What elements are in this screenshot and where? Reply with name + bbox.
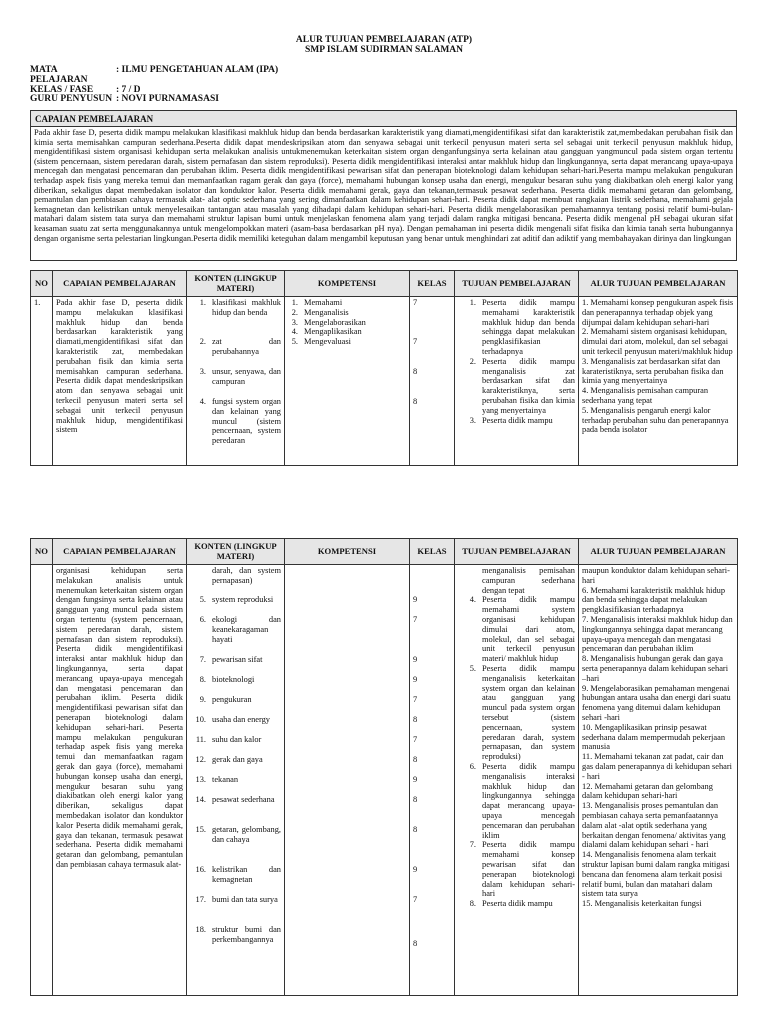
info-value: : ILMU PENGETAHUAN ALAM (IPA) <box>116 65 279 75</box>
kompetensi-item: 5. Mengevaluasi <box>291 337 351 347</box>
col-konten: KONTEN (LINGKUP MATERI) <box>187 271 285 297</box>
konten-item: 5. system reproduksi <box>199 595 274 604</box>
kelas-value: 9 <box>413 675 418 684</box>
cell-tujuan <box>455 297 579 466</box>
konten-item: 12. gerak dan gaya <box>195 755 263 764</box>
konten-item: 2. zat dan perubahannya <box>199 337 281 356</box>
document-title: ALUR TUJUAN PEMBELAJARAN (ATP) <box>295 35 473 45</box>
document-info <box>30 66 278 105</box>
tujuan-item: 5. Peserta didik mampu menganalisis keterkaitan system organ dan kelainan atau gangguan yang muncul pada system organ tersebut (sistem pencernaan, system peredaran darah, system pernapasan, dan system reproduksi) <box>469 663 575 762</box>
cell-kompetensi <box>285 565 410 996</box>
cell-kelas <box>410 565 455 996</box>
kelas-value: 7 <box>413 695 418 704</box>
kelas-value: 7 <box>413 615 418 624</box>
kelas-value: 8 <box>413 715 418 724</box>
col-kompetensi: KOMPETENSI <box>285 539 410 565</box>
cell-alur: maupun konduktor dalam kehidupan sehari-hari 6. Memahami karakteristik makhluk hidup dan benda sehingga dapat melakukan pengklasifikasian terhadapnya 7. Menganalisis interaksi makhluk hidup dan lingkungannya sehingga dapat merancang upaya-upaya mencegah dan mengatasi pencemaran dan perubahan iklim 8. Menganalisis hubungan gerak dan gaya serta penerapannya dalam kehidupan sehari –hari 9. Mengelaborasikan pemahaman mengenai hubungan antara usaha dan energi dari suatu fenomena yang ditemui dalam kehidupan sehari -hari 10. Mengaplikasikan prinsip pesawat sederhana dalam mempermudah pekerjaan manusia 11. Memahami tekanan zat padat, cair dan gas dalam penerapannya di kehidupan sehari - hari 12. Memahami getaran dan gelombang dalam kehidupan sehari-hari 13. Menganalisis proses pemantulan dan pembiasan cahaya serta pemanfaatannya dalam alat -alat optik sederhana yang berkaitan dengan fenomena/ aktivitas yang dialami dalam kehidupan sehari - hari 14. Menganalisis fenomena alam terkait struktur lapisan bumi dalam rangka mitigasi bencana dan fenomena alam terkait posisi relatif bumi, bulan dan matahari dalam sistem tata surya 15. Menganalisis keterkaitan fungsi <box>579 565 738 996</box>
col-kelas: KELAS <box>410 271 455 297</box>
capaian-pembelajaran-box <box>30 110 737 261</box>
info-value: : 7 / D <box>116 84 141 95</box>
atp-table-2 <box>30 538 738 996</box>
col-capaian: CAPAIAN PEMBELAJARAN <box>53 271 187 297</box>
konten-item: 9. pengukuran <box>199 695 252 704</box>
info-label: GURU PENYUSUN <box>30 94 113 105</box>
col-konten: KONTEN (LINGKUP MATERI) <box>187 539 285 565</box>
konten-item: 13. tekanan <box>195 775 239 784</box>
kelas-value: 7 <box>413 895 418 904</box>
kelas-value: 7 <box>413 735 418 744</box>
kelas-value: 9 <box>413 775 418 784</box>
konten-item: 15. getaran, gelombang, dan cahaya <box>195 825 281 844</box>
tujuan-item: 8. Peserta didik mampu <box>469 899 553 909</box>
col-kompetensi: KOMPETENSI <box>285 271 410 297</box>
kompetensi-item: 3. Mengelaborasikan <box>291 317 366 327</box>
row-number: 1. <box>31 297 53 466</box>
kompetensi-item: 2. Menganalisis <box>291 307 349 317</box>
cell-konten <box>187 565 285 996</box>
col-no: NO <box>31 271 53 297</box>
cell-konten <box>187 297 285 466</box>
kelas-value: 8 <box>413 367 418 376</box>
konten-item: 7. pewarisan sifat <box>199 655 263 664</box>
konten-item: 6. ekologi dan keanekaragaman hayati <box>199 615 281 644</box>
konten-item: 4. fungsi system organ dan kelainan yang muncul (sistem pencernaan, system peredaran <box>199 397 281 446</box>
col-tujuan: TUJUAN PEMBELAJARAN <box>455 271 579 297</box>
cell-kelas <box>410 297 455 466</box>
atp-table-1 <box>30 270 738 466</box>
kelas-value: 9 <box>413 655 418 664</box>
cell-kompetensi <box>285 297 410 466</box>
kelas-value: 8 <box>413 825 418 834</box>
info-row-teacher <box>30 95 278 105</box>
col-alur: ALUR TUJUAN PEMBELAJARAN <box>579 271 738 297</box>
capaian-heading: CAPAIAN PEMBELAJARAN <box>31 111 736 127</box>
col-alur: ALUR TUJUAN PEMBELAJARAN <box>579 539 738 565</box>
konten-item: 14. pesawat sederhana <box>195 795 275 804</box>
konten-item: 3. unsur, senyawa, dan campuran <box>199 367 281 386</box>
konten-item: 8. bioteknologi <box>199 675 255 684</box>
info-label: MATA PELAJARAN <box>30 65 88 85</box>
kelas-value: 9 <box>413 595 418 604</box>
col-no: NO <box>31 539 53 565</box>
col-tujuan: TUJUAN PEMBELAJARAN <box>455 539 579 565</box>
konten-item: 16. kelistrikan dan kemagnetan <box>195 865 281 884</box>
kelas-value: 8 <box>413 795 418 804</box>
cell-alur: 1. Memahami konsep pengukuran aspek fisis dan penerapannya terhadap objek yang dijumpai dalam kehidupan sehari-hari 2. Memahami sistem organisasi kehidupan, dimulai dari atom, molekul, dan sel sebagai unit terkecil penyusun materi/makhluk hidup 3. Menganalisis zat berdasarkan sifat dan karateristiknya, serta perubahan fisika dan kimia yang menyertainya 4. Menganalisis pemisahan campuran sederhana yang tepat 5. Menganalisis pengaruh energi kalor terhadap perubahan suhu dan penerapannya pada benda isolator <box>579 297 738 466</box>
tujuan-item: 1. Peserta didik mampu memahami karakteristik makhluk hidup dan benda sehingga dapat melakukan pengklasifikasian terhadapnya <box>469 298 575 356</box>
konten-item: 11. suhu dan kalor <box>195 735 262 744</box>
konten-item: 10. usaha dan energy <box>195 715 270 724</box>
konten-item: 17. bumi dan tata surya <box>195 895 278 904</box>
konten-item: 1. klasifikasi makhluk hidup dan benda <box>199 298 281 317</box>
row-number <box>31 565 53 996</box>
tujuan-item: 4. Peserta didik mampu memahami system organisasi kehidupan dimulai dari atom, molekul, dan sel sebagai unit terkecil penyusun materi/ makhluk hidup <box>469 595 575 664</box>
kelas-value: 8 <box>413 939 418 948</box>
col-capaian: CAPAIAN PEMBELAJARAN <box>53 539 187 565</box>
tujuan-item: 2. Peserta didik mampu menganalisis zat berdasarkan sifat dan karakteristiknya, serta perubahan fisika dan kimia yang menyertainya <box>469 356 575 415</box>
info-row-subject <box>30 66 278 86</box>
school-name: SMP ISLAM SUDIRMAN SALAMAN <box>304 45 464 55</box>
info-value: : NOVI PURNAMASASI <box>116 94 219 105</box>
kompetensi-item: 1. Memahami <box>291 298 343 307</box>
kelas-value: 9 <box>413 865 418 874</box>
konten-item: 18. struktur bumi dan perkembangannya <box>195 925 281 944</box>
kelas-value: 8 <box>413 397 418 406</box>
cell-capaian: Pada akhir fase D, peserta didik mampu melakukan klasifikasi makhluk hidup dan benda berdasarkan karakteristik yang diamati,mengidentifikasi sifat dan karakteristik zat, membedakan perubahan fisik dan kimia serta memisahkan campuran sederhana. Peserta didik dapat mendeskripsikan atom dan senyawa sebagai unit terkecil penyusun materi serta sel sebagai unit terkecil penyusun makhluk hidup, mengidentifikasi sistem <box>53 297 187 466</box>
cell-tujuan <box>455 565 579 996</box>
tujuan-item: 3. Peserta didik mampu <box>469 415 553 425</box>
capaian-text: Pada akhir fase D, peserta didik mampu melakukan klasifikasi makhluk hidup dan benda berdasarkan karakteristik yang diamati,mengidentifikasi sifat dan karakteristik zat,membedakan perubahan fisik dan kimia serta memisahkan campuran sederhana.Peserta didik dapat mendeskripsikan atom dan senyawa sebagai unit terkecil penyusun materi serta sel sebagai unit terkecil penyusun makhluk hidup, mengidentifikasi sistem organisasi kehidupan serta melakukan analisis untukmenemukan keterkaitan sistem organ denganfungsinya serta kelainan atau gangguan yangmuncul pada sistem organ tertentu (sistem pencernaan, sistem peredaran darah, sistem pernafasan dan sistem reproduksi). Peserta didik mengidentifikasi interaksi antar makhluk hidup dan lingkungannya, serta dapat merancang upaya-upaya mencegah dan mengatasi pencemaran dan perubahan iklim. Peserta didik mengidentifikasi pewarisan sifat dan penerapan bioteknologi dalam kehidupan sehari-hari.Peserta mampu melakukan pengukuran terhadap aspek fisis yang mereka temui dan memanfaatkan ragam gerak dan gaya (force), memahami hubungan konsep usaha dan energi, mengukur besaran suhu yang diakibatkan oleh energi kalor yang diberikan, sekaligus dapat membedakan isolator dan konduktor kalor. Peserta didik memahami gerak, gaya dan tekanan,termasuk pesawat sederhana. Peserta didik memahami getaran dan gelombang, pemantulan dan pembiasan cahaya termasuk alat- alat optic sederhana yang sering dimanfaatkan dalam kehidupan sehari-hari. Peserta didik dapat membuat rangkaian listrik sederhana, memahami gejala kemagnetan dan kelistrikan untuk menyelesaikan tantangan atau masalah yang dihadapi dalam kehidupan sehari-hari. Peserta didik mengelaborasikan pemahamannya tentang posisi relatif bumi-bulan-matahari dalam sistem tata surya dan memahami struktur lapisan bumi untuk menjelaskan fenomena alam yang terjadi dalam rangka mitigasi bencana. Peserta didik mengenal pH sebagai ukuran sifat keasaman suatu zat serta menggunakannya untuk mengelompokkan materi (asam-basa berdasarkan pH nya). Dengan pemahaman ini peserta didik mengenali sifat fisika dan kimia tanah serta hubungannya dengan organisme serta pelestarian lingkungan.Peserta didik memiliki keteguhan dalam mengambil keputusan yang benar untuk menghindari zat aditif dan adiktif yang membahayakan dirinya dan lingkungan <box>34 128 733 243</box>
tujuan-item: 7. Peserta didik mampu memahami konsep pewarisan sifat dan penerapan bioteknologi dalam kehidupan sehari-hari <box>469 840 575 899</box>
kelas-value: 7 <box>413 337 418 346</box>
col-kelas: KELAS <box>410 539 455 565</box>
tujuan-item: 6. Peserta didik mampu menganalisis interaksi makhluk hidup dan lingkungannya sehingga dapat merancang upaya-upaya mencegah pencemaran dan perubahan iklim <box>469 761 575 840</box>
cell-capaian: organisasi kehidupan serta melakukan analisis untuk menemukan keterkaitan sistem organ dengan fungsinya serta kelainan atau gangguan yang muncul pada sistem organ tertentu (system pencernaan, sistem peredaran darah, sistem pernafasan dan sistem reproduksi). Peserta didik mengidentifikasi interaksi antar makhluk hidup dan lingkungannya, serta dapat merancang upaya-upaya mencegah dan mengatasi pencemaran dan perubahan iklim. Peserta didik mengidentifikasi pewarisan sifat dan penerapan bioteknologi dalam kehidupan sehari-hari. Peserta mampu melakukan pengukuran terhadap aspek fisis yang mereka temui dan memanfaatkan ragam gerak dan gaya (force), memahami hubungan konsep usaha dan energi, mengukur besaran suhu yang diakibatkan oleh energi kalor yang diberikan, sekaligus dapat membedakan isolator dan konduktor kalor Peserta didik memahami gerak, gaya dan tekanan, termasuk pesawat sederhana. Peserta didik memahami getaran dan gelombang, pemantulan dan pembiasan cahaya termasuk alat- <box>53 565 187 996</box>
kelas-value: 8 <box>413 755 418 764</box>
konten-item: darah, dan system pernapasan) <box>212 566 281 585</box>
info-label: KELAS / FASE <box>30 84 94 95</box>
tujuan-item: menganalisis pemisahan campuran sederhana dengan tepat <box>482 566 575 595</box>
kelas-value: 7 <box>413 298 418 307</box>
kompetensi-item: 4. Mengaplikasikan <box>291 327 362 337</box>
